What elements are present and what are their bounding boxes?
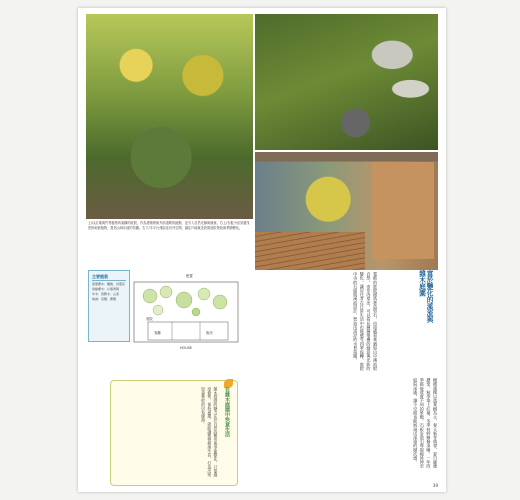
- garden-photo-top-left: [86, 14, 253, 219]
- plan-label-house: HOUSE: [180, 346, 192, 350]
- wood-deck: [255, 232, 365, 270]
- planting-info-box: [88, 270, 130, 342]
- info-line: 常綠喬木：小葉青岡: [92, 286, 120, 291]
- page-number: 39: [432, 483, 438, 488]
- wood-wall: [372, 162, 434, 259]
- info-line: 中木：馬醉木、山茶: [92, 292, 120, 297]
- plan-label-living: 客廳: [154, 331, 161, 335]
- magazine-page: [78, 8, 446, 492]
- plan-title: 配置: [186, 274, 193, 278]
- plan-label-garden: 庭院: [146, 317, 153, 321]
- garden-photo-top-right: [255, 14, 438, 150]
- info-box-title: 主要植栽: [92, 274, 126, 281]
- tip-box: [110, 380, 238, 486]
- tip-text: 雜木庭園的魅力在於自然的樹形與季節變化，只要適度修剪、保持通風，就能讓植物健康生長，打造出宛如森林般的居家綠洲。: [201, 387, 219, 477]
- article-body-continued: 樹種選擇以落葉樹為主，春天新芽萌發、夏日綠蔭濃密、秋季染上紅葉、冬季枝幹線條清晰，一年四季都能欣賞不同的景緻。石板步道引導視線延伸至庭院深處，讓小空間也能展現出深遠的層次感。: [413, 378, 438, 469]
- plan-label-kitchen: 廚房: [206, 331, 213, 335]
- info-line: 落葉喬木：楓樹、四照花: [92, 281, 126, 286]
- section-heading: 富於變化的溪流與雜木庭園: [417, 270, 433, 323]
- garden-photo-deck: [255, 152, 438, 270]
- info-line: 地被：苔類、蕨類: [92, 297, 117, 302]
- article-body: 寬敞的庭院錯落著造型石，由遠處看來猶如山中溪流般自然。由室內望出，可以看見層層堆疊的綠意與光影的變化，讓居住者在日常生活中也能感受四季流轉。庭院中央的石組與溪流設計，營造出清涼的水景氛圍。: [353, 272, 378, 371]
- photo-caption: 上/以紅葉與竹等植物所架構的庭院，作為建築物與外部道路的緩衝，並引入自然光線與綠意。右上/石板小徑穿過茂密的地被植物，營造山林步道的氛圍。右下/木平台連結室內外空間，讓住戶能就近欣賞庭院景致與季節變化。: [88, 221, 250, 230]
- tip-title: 在雜木庭園中快意生活: [224, 387, 230, 437]
